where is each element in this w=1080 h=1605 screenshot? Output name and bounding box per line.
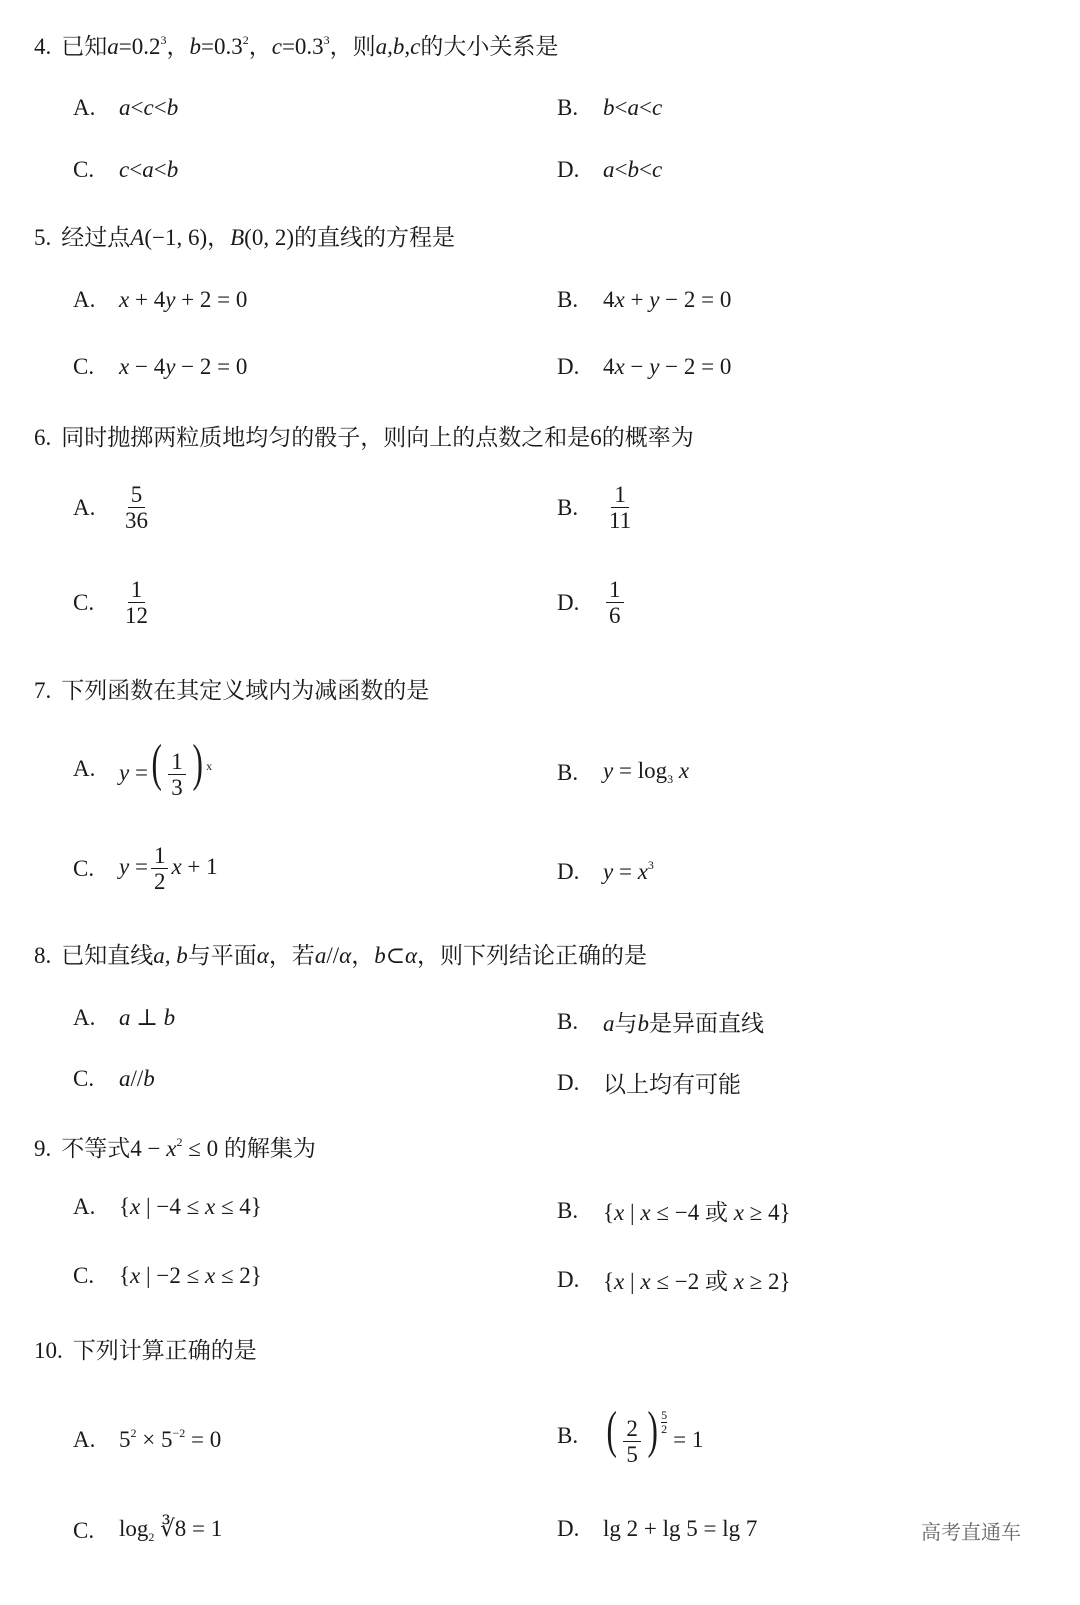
math-text: 下列函数在其定义域内为减函数的是 [61,678,430,703]
question-number: 10. [34,1338,63,1363]
math-text: ≤ 0 的解集为 [182,1136,316,1161]
math-variable: x [119,287,130,312]
superscript: 3 [323,33,330,47]
math-text: 同时抛掷两粒质地均匀的骰子，则向上的点数之和是6的概率为 [61,425,694,450]
option-content [119,354,247,380]
math-text: − 2 = 0 [659,287,732,312]
math-text: = [613,859,638,884]
option-content [119,95,178,121]
option-label: A. [73,1005,96,1030]
question-5-option-d [557,354,731,380]
math-variable: α [339,943,352,968]
superscript: 3 [160,33,167,47]
option-label: B. [557,287,579,312]
option-content [603,95,662,121]
math-text: 不等式4 − [61,1136,167,1161]
math-text: 4 [603,354,615,379]
math-variable: x [640,1200,651,1225]
math-text: 以上均有可能 [603,1072,741,1097]
math-text: | −4 ≤ [140,1194,205,1219]
math-text: + 4 [129,287,166,312]
watermark: 高考直通车 [921,1520,1021,1544]
math-text: + 2 = 0 [175,287,248,312]
numerator: 5 [128,482,146,508]
question-5-stem [34,219,455,252]
math-text: ⊥ [130,1005,164,1030]
superscript: 2 [130,1426,137,1440]
denominator: 2 [153,869,166,895]
option-label: A. [73,1194,96,1219]
math-variable: y [649,287,660,312]
parenthesis: ( [151,735,162,792]
question-7-stem [34,672,429,705]
math-text: | [624,1200,641,1225]
math-text: ，则 [329,34,376,59]
math-text: = 1 [673,1427,704,1452]
math-variable: α [404,943,418,968]
option-label: C. [73,354,95,379]
math-variable: y [603,859,614,884]
math-text: < [614,157,628,182]
math-variable: a,b,c [375,34,421,59]
math-text: 4 [603,287,615,312]
math-variable: b [374,943,386,968]
math-text: ， [166,34,190,59]
question-8-option-b [557,1005,764,1038]
numerator: 1 [611,482,629,508]
math-variable: x [171,854,182,880]
fraction [606,482,634,534]
denominator: 6 [609,603,621,629]
math-variable: x [166,1136,177,1161]
option-label: B. [557,1423,579,1449]
option-label: B. [557,494,579,520]
question-10-option-c [73,1516,222,1545]
subscript: 2 [148,1530,155,1544]
math-text: − 4 [129,354,166,379]
math-text: < [153,157,167,182]
option-content [603,858,654,885]
denominator: 3 [171,775,183,801]
denominator: 2 [661,1421,668,1436]
math-text: { [119,1194,131,1219]
question-4-option-b [557,95,662,121]
math-variable: x [614,287,625,312]
numerator: 1 [128,577,146,603]
option-content [119,843,218,895]
option-content [603,157,662,183]
math-text: (0, 2)的直线的方程是 [244,225,455,250]
parenthesis: ) [647,1402,658,1459]
option-content [119,287,247,313]
fraction [168,749,186,801]
option-label: B. [557,759,579,785]
question-10-stem [34,1332,257,1365]
option-label: D. [557,354,580,379]
question-4-option-a [73,95,178,121]
math-variable: b [627,157,639,182]
question-9-option-b [557,1194,791,1227]
option-label: C. [73,855,95,881]
math-variable: a [603,157,615,182]
math-text: < [614,95,628,120]
math-variable: y [165,354,176,379]
math-variable: x [204,1194,216,1219]
question-8-stem [34,937,647,970]
math-text: 5 [119,1427,131,1452]
question-number: 5. [34,225,52,250]
denominator: 12 [125,603,148,629]
math-variable: a [142,157,154,182]
question-6-option-a [73,482,154,534]
math-text: ，若 [268,943,315,968]
fraction [122,482,151,534]
math-variable: a [119,95,131,120]
option-content [119,1194,262,1220]
numerator: 1 [168,749,186,775]
math-text: 已知 [61,34,108,59]
math-text: { [603,1269,615,1294]
math-text: ， [351,943,375,968]
math-text: < [638,95,652,120]
math-text: { [119,1263,131,1288]
math-text: × 5 [136,1427,173,1452]
math-text: ≤ −2 或 [650,1269,734,1294]
parenthesis: ) [192,735,203,792]
numerator: 1 [151,843,169,869]
question-6-stem [34,419,694,452]
math-variable: x [119,354,130,379]
math-variable: a [119,1005,131,1030]
math-text: ≥ 4} [743,1200,791,1225]
math-text: ≤ 2} [215,1263,262,1288]
math-text: =0.3 [200,34,243,59]
math-text: ，则下列结论正确的是 [417,943,648,968]
option-label: B. [557,95,579,120]
option-content [603,1066,741,1099]
option-label: D. [557,1516,580,1541]
question-7-option-b [557,758,689,787]
denominator: 11 [609,508,632,534]
math-variable: x [678,758,690,783]
math-text: − 2 = 0 [175,354,248,379]
math-variable: x [614,354,625,379]
math-variable: a [627,95,639,120]
math-variable: y [119,760,130,785]
option-label: A. [73,95,96,120]
question-7-option-c [73,843,218,895]
math-variable: b [637,1011,649,1036]
option-content [119,157,178,183]
math-variable: c [651,95,663,120]
option-content [603,1263,791,1296]
question-9-option-a [73,1194,262,1220]
math-variable: b [603,95,615,120]
option-label: D. [557,858,580,884]
math-variable: a [107,34,119,59]
option-content [603,1005,764,1038]
superscript: 2 [242,33,249,47]
math-text: − 2 = 0 [659,354,732,379]
option-label: D. [557,157,580,182]
parenthesis: ( [606,1402,617,1459]
math-variable: b [189,34,201,59]
question-10-option-b [557,1402,704,1468]
math-variable: y [119,854,130,880]
option-label: C. [73,589,95,615]
fraction [623,1416,641,1468]
option-content [603,482,637,534]
math-text: ⊂ [385,943,405,968]
math-variable: x [130,1194,141,1219]
math-text: − [624,354,650,379]
option-content [603,1516,757,1542]
option-content [119,1263,262,1289]
superscript: 3 [647,858,654,872]
option-content [119,482,154,534]
math-text: 已知直线 [61,943,154,968]
math-text: 是异面直线 [649,1011,764,1036]
math-variable: c [143,95,154,120]
math-text: ∛8 = 1 [154,1516,223,1541]
question-5-option-c [73,354,247,380]
question-9-option-d [557,1263,791,1296]
question-10-option-a [73,1426,221,1453]
option-label: C. [73,157,95,182]
question-number: 6. [34,425,52,450]
option-label: A. [73,756,96,782]
subscript: 3 [667,772,674,786]
question-9-option-c [73,1263,262,1289]
fraction [122,577,151,629]
fraction [151,843,169,895]
option-content [119,1426,221,1453]
question-5-option-b [557,287,731,313]
option-content [603,1194,791,1227]
question-number: 9. [34,1136,52,1161]
math-text: (−1, 6)， [144,225,231,250]
math-text: = 0 [185,1427,222,1452]
math-text: = log [613,758,668,783]
option-label: B. [557,1197,579,1223]
math-text: ≤ 4} [215,1194,262,1219]
math-text: 经过点 [61,225,131,250]
option-content [119,577,154,629]
option-content [119,735,213,801]
math-variable: c [271,34,282,59]
math-variable: c [651,157,663,182]
question-4-option-c [73,157,178,183]
math-variable: b [166,157,179,182]
math-text: 的大小关系是 [420,34,559,59]
math-variable: x [614,1200,625,1225]
math-variable: c [119,157,130,182]
math-text: // [326,943,340,968]
question-number: 4. [34,34,52,59]
math-variable: a [119,1066,131,1091]
option-content [119,1066,155,1092]
math-variable: y [165,287,176,312]
math-variable: y [649,354,660,379]
math-text: =0.3 [281,34,324,59]
question-8-option-a [73,1005,175,1031]
math-variable: b [163,1005,176,1030]
option-label: A. [73,1426,96,1452]
math-text: = [129,760,148,785]
math-text: ， [248,34,272,59]
question-number: 8. [34,943,52,968]
math-text: 下列计算正确的是 [72,1338,257,1363]
superscript: x [206,759,213,773]
option-label: C. [73,1263,95,1288]
math-text: { [603,1200,615,1225]
math-variable: b [166,95,179,120]
math-variable: B [230,225,245,250]
math-text: log [119,1516,149,1541]
question-5-option-a [73,287,247,313]
option-content [603,1402,704,1468]
math-text: ≥ 2} [743,1269,791,1294]
option-label: D. [557,1069,580,1095]
superscript: −2 [172,1426,186,1440]
math-text: | [624,1269,641,1294]
question-8-option-c [73,1066,155,1092]
math-variable: A [130,225,145,250]
numerator: 1 [606,577,624,603]
math-text: =0.2 [118,34,161,59]
question-9-stem [34,1130,316,1163]
option-label: C. [73,1066,95,1091]
question-7-option-a [73,735,213,801]
math-text: ≤ −4 或 [650,1200,734,1225]
option-label: B. [557,1008,579,1034]
math-text: < [129,157,143,182]
option-label: C. [73,1517,95,1543]
denominator: 36 [125,508,148,534]
math-variable: a, b [153,943,188,968]
option-label: D. [557,589,580,615]
math-variable: a [603,1011,615,1036]
option-content [603,577,627,629]
question-6-option-c [73,577,154,629]
option-content [603,287,731,313]
question-8-option-d [557,1066,741,1099]
math-variable: x [637,859,648,884]
math-text: lg 2 + lg 5 = lg 7 [603,1516,758,1541]
math-variable: x [204,1263,216,1288]
math-text: + [624,287,650,312]
math-variable: x [614,1269,625,1294]
option-label: D. [557,1266,580,1292]
question-7-option-d [557,858,654,885]
question-10-option-d [557,1516,757,1542]
math-text: 与平面 [187,943,257,968]
math-variable: x [640,1269,651,1294]
numerator: 5 [661,1408,668,1422]
fraction [606,577,624,629]
math-variable: a [314,943,327,968]
math-text: < [153,95,167,120]
math-text: // [130,1066,144,1091]
option-content [119,1005,175,1031]
numerator: 2 [623,1416,641,1442]
option-content [603,758,689,787]
math-variable: α [256,943,269,968]
question-6-option-b [557,482,637,534]
math-text: < [130,95,144,120]
math-text: < [638,157,652,182]
math-text: = [129,854,148,880]
superscript: 2 [176,1135,183,1149]
option-content [603,354,731,380]
option-content [119,1516,222,1545]
math-variable: y [603,758,614,783]
math-variable: x [733,1269,744,1294]
question-4-option-d [557,157,662,183]
math-variable: x [733,1200,744,1225]
math-text: 与 [614,1011,638,1036]
exponent-fraction [661,1409,667,1435]
question-6-option-d [557,577,627,629]
math-text: + 1 [181,854,218,880]
math-variable: x [130,1263,141,1288]
math-text: | −2 ≤ [140,1263,205,1288]
question-number: 7. [34,678,52,703]
question-4-stem [34,28,558,61]
denominator: 5 [626,1442,638,1468]
option-label: A. [73,494,96,520]
option-label: A. [73,287,96,312]
math-variable: b [143,1066,155,1091]
